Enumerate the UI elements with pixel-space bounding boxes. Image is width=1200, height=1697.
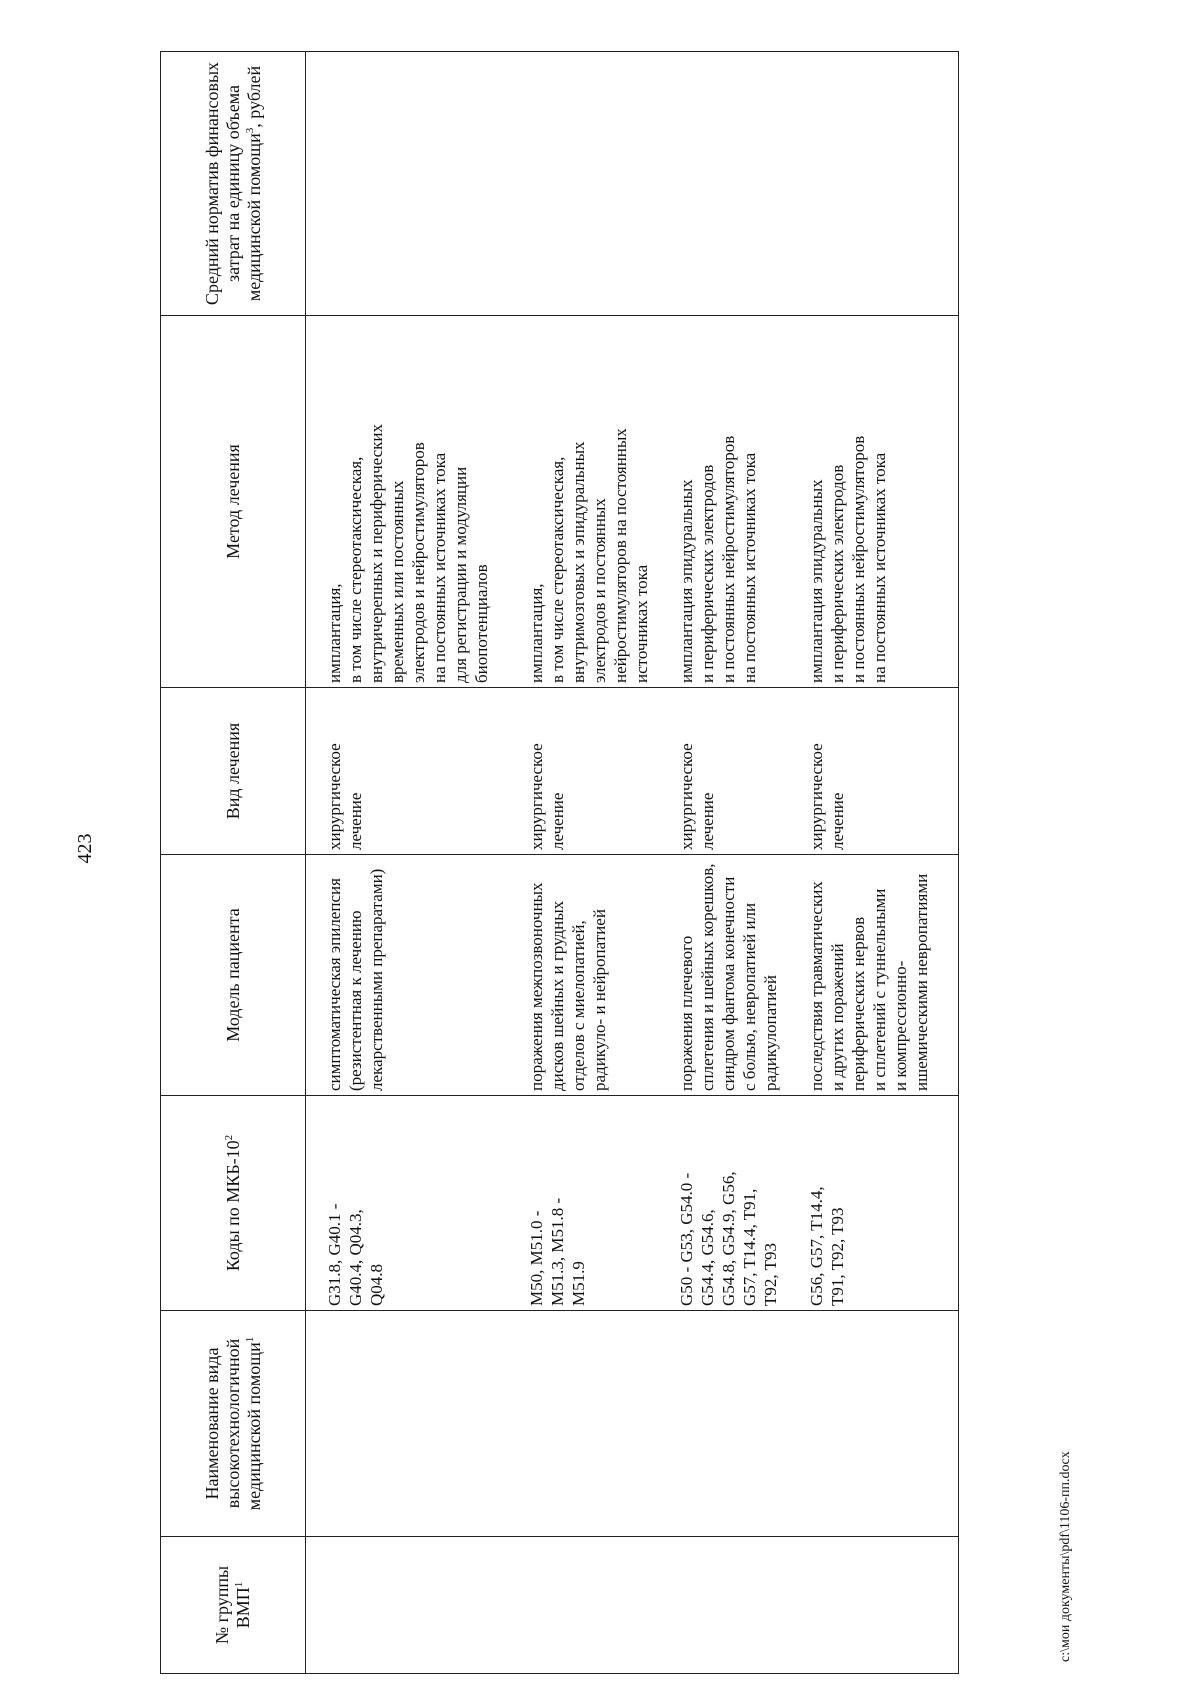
cell-cost [668, 52, 798, 316]
table-row [306, 52, 519, 1674]
cell-codes: G56, G57, T14.4, T91, T92, T93 [798, 1096, 959, 1311]
cell-name [798, 1311, 959, 1537]
cell-model: последствия травматических и других поражений периферических нервов и сплетений с туннельными и компрессионно- ишемическими невропатиями [798, 855, 959, 1096]
cell-group-no [306, 1537, 519, 1674]
header-name: Наименование вида высокотехнологичной медицинской помощи$^1$ [161, 1311, 306, 1537]
cell-treatment-type: хирургическое лечение [668, 688, 798, 855]
cell-codes: M50, M51.0 - M51.3, M51.8 - M51.9 [518, 1096, 668, 1311]
header-codes: Коды по МКБ-$10^2$ [161, 1096, 306, 1311]
cell-model: поражения плечевого сплетения и шейных корешков, синдром фантома конечности с болью, невропатией или радикулопатией [668, 855, 798, 1096]
cell-codes: G50 - G53, G54.0 - G54.4, G54.6, G54.8, G54.9, G56, G57, T14.4, T91, T92, T93 [668, 1096, 798, 1311]
cell-treatment-type: хирургическое лечение [798, 688, 959, 855]
cell-method: имплантация эпидуральных и периферических электродов и постоянных нейростимуляторов на постоянных источниках тока [798, 316, 959, 688]
cell-group-no [798, 1537, 959, 1674]
cell-cost [306, 52, 519, 316]
header-group-no: № группы ВМП$^1$ [161, 1537, 306, 1674]
header-method: Метод лечения [161, 316, 306, 688]
cell-codes: G31.8, G40.1 - G40.4, Q04.3, Q04.8 [306, 1096, 519, 1311]
cell-method: имплантация, в том числе стереотаксическая, внутримозговых и эпидуральных электродов и постоянных нейростимуляторов на постоянных источниках тока [518, 316, 668, 688]
cell-cost [798, 52, 959, 316]
cell-cost [518, 52, 668, 316]
cell-name [518, 1311, 668, 1537]
header-model: Модель пациента [161, 855, 306, 1096]
page-number: 423 [74, 833, 96, 864]
cell-model: симптоматическая эпилепсия (резистентная к лечению лекарственными препаратами) [306, 855, 519, 1096]
cell-treatment-type: хирургическое лечение [306, 688, 519, 855]
table-row [798, 52, 959, 1674]
cell-method: имплантация эпидуральных и периферических электродов и постоянных нейростимуляторов на постоянных источниках тока [668, 316, 798, 688]
cell-model: поражения межпозвоночных дисков шейных и грудных отделов с миелопатией, радикуло- и нейропатией [518, 855, 668, 1096]
cell-method: имплантация, в том числе стереотаксическая, внутричерепных и периферических временных или постоянных электродов и нейростимуляторов на постоянных источниках тока для регистрации и модуляции биопотенциалов [306, 316, 519, 688]
cell-group-no [668, 1537, 798, 1674]
table-row [668, 52, 798, 1674]
header-treatment-type: Вид лечения [161, 688, 306, 855]
cell-group-no [518, 1537, 668, 1674]
table-header-row [161, 52, 306, 1674]
header-cost: Средний норматив финансовых затрат на единицу объема медицинской помощи$^3$, рублей [161, 52, 306, 316]
cell-name [306, 1311, 519, 1537]
footer-file-path: c:\мои документы\pdf\1106-пп.docx [1058, 1451, 1073, 1662]
cell-treatment-type: хирургическое лечение [518, 688, 668, 855]
cell-name [668, 1311, 798, 1537]
table-row [518, 52, 668, 1674]
vmp-table [160, 51, 959, 1674]
